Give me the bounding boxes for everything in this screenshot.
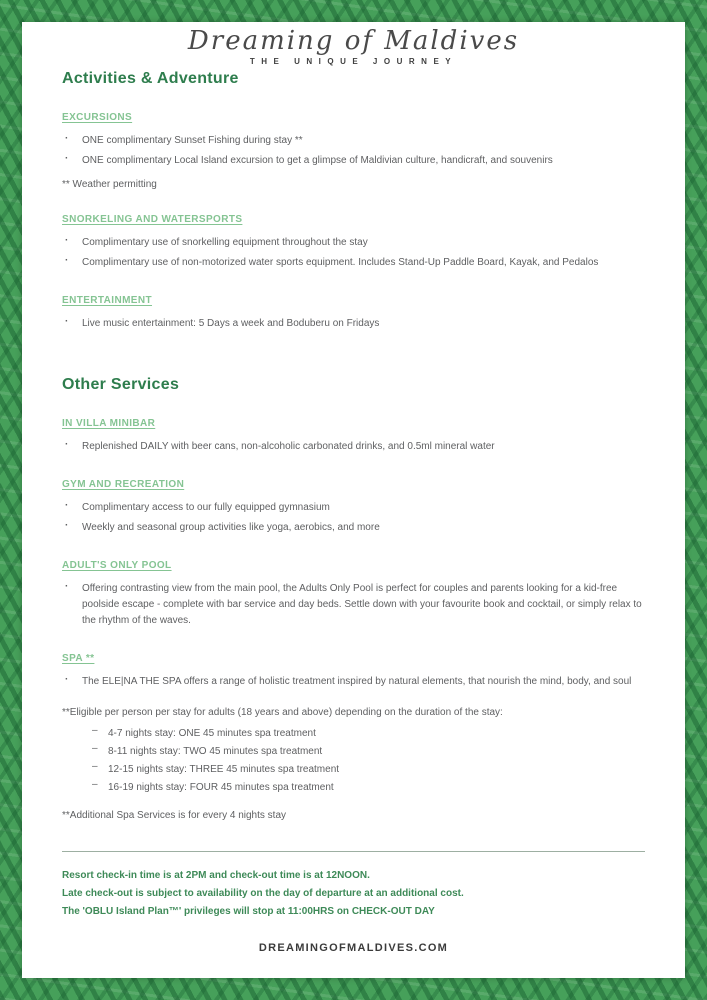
bullet-item xyxy=(62,153,645,169)
bullet-item xyxy=(62,133,645,149)
info-line-text: The 'OBLU Island Plan™' privileges will stop at 11:00HRS on CHECK-OUT DAY xyxy=(62,905,435,917)
section-groups xyxy=(62,107,645,332)
section-groups xyxy=(62,413,645,690)
group-heading: ADULT'S ONLY POOL xyxy=(62,559,172,571)
bullet-item xyxy=(62,500,645,516)
content-sections xyxy=(62,70,645,690)
spa-eligibility-intro: **Eligible per person per stay for adults (18 years and above) depending on the duration of the stay: xyxy=(62,706,503,718)
bullet-text: Offering contrasting view from the main pool, the Adults Only Pool is perfect for couples and parents looking for a kid-free poolside escape - complete with bar service and day beds. Settle down with your favourite book and cocktail, or simply relax to the rhythm of the waves. xyxy=(82,582,642,626)
service-group xyxy=(62,107,645,190)
group-bullets xyxy=(62,674,645,690)
section-title: Other Services xyxy=(62,375,180,393)
group-heading: SNORKELING AND WATERSPORTS xyxy=(62,213,243,225)
spa-tier-list xyxy=(92,726,645,795)
section xyxy=(62,376,645,690)
group-heading: SPA ** xyxy=(62,652,95,664)
info-line-text: Late check-out is subject to availability on the day of departure at an additional cost. xyxy=(62,887,464,899)
service-group xyxy=(62,555,645,629)
bullet-text: The ELE|NA THE SPA offers a range of holistic treatment inspired by natural elements, that nourish the mind, body, and soul xyxy=(82,675,632,687)
group-bullets xyxy=(62,439,645,455)
section-title: Activities & Adventure xyxy=(62,69,239,87)
bullet-item xyxy=(62,581,645,629)
document-page xyxy=(22,22,685,978)
group-heading: EXCURSIONS xyxy=(62,111,133,123)
bullet-text: Complimentary use of snorkelling equipment throughout the stay xyxy=(82,236,368,248)
group-bullets xyxy=(62,316,645,332)
group-bullets xyxy=(62,133,645,169)
tier-text: 4-7 nights stay: ONE 45 minutes spa treatment xyxy=(108,727,316,739)
group-heading: IN VILLA MINIBAR xyxy=(62,417,156,429)
group-heading: GYM AND RECREATION xyxy=(62,478,185,490)
group-bullets xyxy=(62,500,645,536)
group-bullets xyxy=(62,581,645,629)
checkout-info-line xyxy=(62,867,645,885)
bullet-item xyxy=(62,520,645,536)
spa-tier-item xyxy=(92,762,645,777)
checkout-info xyxy=(62,867,645,921)
spa-tier-item xyxy=(92,780,645,795)
info-line-text: Resort check-in time is at 2PM and check-out time is at 12NOON. xyxy=(62,869,370,881)
service-group xyxy=(62,648,645,690)
document-header xyxy=(62,27,645,66)
spa-tier-item xyxy=(92,744,645,759)
service-group xyxy=(62,290,645,332)
bullet-item xyxy=(62,674,645,690)
tier-text: 8-11 nights stay: TWO 45 minutes spa treatment xyxy=(108,745,323,757)
service-group xyxy=(62,209,645,271)
group-bullets xyxy=(62,235,645,271)
brand-tagline: THE UNIQUE JOURNEY xyxy=(249,56,458,66)
section-divider xyxy=(62,851,645,852)
bullet-text: Live music entertainment: 5 Days a week and Boduberu on Fridays xyxy=(82,317,380,329)
checkout-info-line xyxy=(62,885,645,903)
bullet-text: Weekly and seasonal group activities like yoga, aerobics, and more xyxy=(82,521,380,533)
tier-text: 16-19 nights stay: FOUR 45 minutes spa treatment xyxy=(108,781,334,793)
bullet-text: Complimentary use of non-motorized water sports equipment. Includes Stand-Up Paddle Board, Kayak, and Pedalos xyxy=(82,256,599,268)
bullet-item xyxy=(62,316,645,332)
bullet-text: Replenished DAILY with beer cans, non-alcoholic carbonated drinks, and 0.5ml mineral water xyxy=(82,440,495,452)
bullet-item xyxy=(62,255,645,271)
spa-tier-item xyxy=(92,726,645,741)
group-note: ** Weather permitting xyxy=(62,178,157,190)
footer-website-text: DREAMINGOFMALDIVES.COM xyxy=(258,942,449,954)
spa-additional-note: **Additional Spa Services is for every 4 nights stay xyxy=(62,809,286,821)
section xyxy=(62,70,645,332)
bullet-item xyxy=(62,439,645,455)
bullet-text: Complimentary access to our fully equipped gymnasium xyxy=(82,501,330,513)
bullet-item xyxy=(62,235,645,251)
service-group xyxy=(62,474,645,536)
brand-logo-script: Dreaming of Maldives xyxy=(187,26,520,56)
tier-text: 12-15 nights stay: THREE 45 minutes spa treatment xyxy=(108,763,340,775)
group-heading: ENTERTAINMENT xyxy=(62,294,153,306)
service-group xyxy=(62,413,645,455)
checkout-info-line xyxy=(62,903,645,921)
bullet-text: ONE complimentary Sunset Fishing during stay ** xyxy=(82,134,303,146)
bullet-text: ONE complimentary Local Island excursion to get a glimpse of Maldivian culture, handicraft, and souvenirs xyxy=(82,154,553,166)
